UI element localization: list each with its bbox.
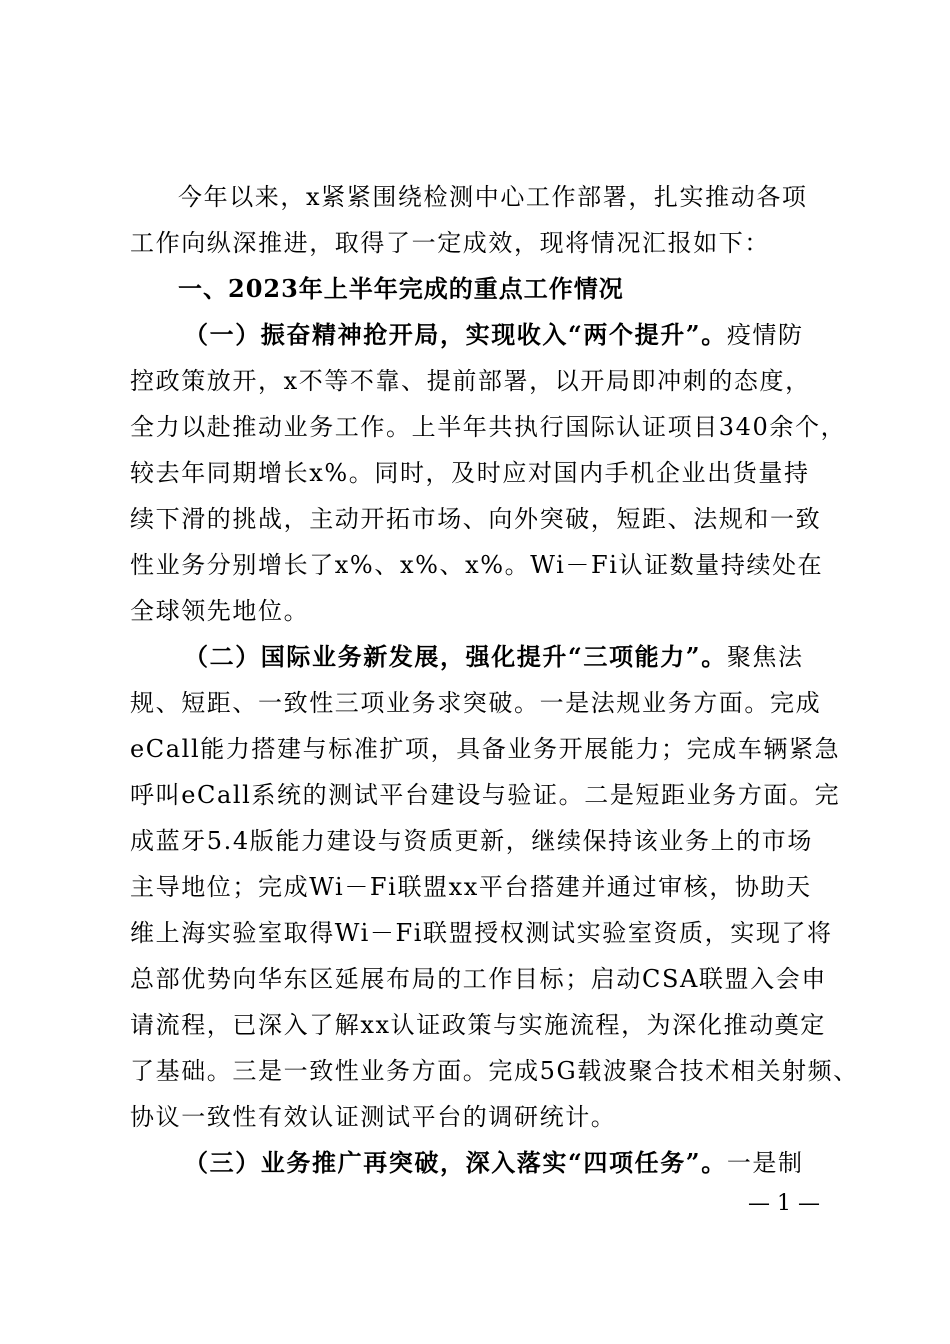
- subsection-heading-2: （二）国际业务新发展，强化提升“三项能力”。: [184, 642, 727, 671]
- paragraph-2-line-8: 总部优势向华东区延展布局的工作目标；启动CSA联盟入会申: [130, 965, 827, 993]
- subsection-heading-3: （三）业务推广再突破，深入落实“四项任务”。: [184, 1148, 727, 1177]
- paragraph-1-line-7: 全球领先地位。: [130, 597, 310, 625]
- paragraph-1-line-5: 续下滑的挑战，主动开拓市场、向外突破，短距、法规和一致: [130, 505, 822, 533]
- paragraph-1-line-1: [184, 320, 804, 350]
- paragraph-1-line-3: 全力以赴推动业务工作。上半年共执行国际认证项目340余个，: [130, 413, 847, 441]
- page-number: — 1 —: [748, 1191, 820, 1216]
- paragraph-3-line-1: [184, 1148, 804, 1178]
- paragraph-2-line-1: [184, 642, 804, 672]
- paragraph-1-line-1-text: 疫情防: [726, 321, 804, 349]
- paragraph-2-line-1-text: 聚焦法: [726, 643, 804, 671]
- paragraph-1-line-6: 性业务分别增长了x%、x%、x%。Wi－Fi认证数量持续处在: [130, 551, 824, 579]
- paragraph-intro-line-1: 今年以来，x紧紧围绕检测中心工作部署，扎实推动各项: [178, 183, 808, 211]
- paragraph-1-line-2: 控政策放开，x不等不靠、提前部署，以开局即冲刺的态度，: [130, 367, 811, 395]
- paragraph-2-line-10: 了基础。三是一致性业务方面。完成5G载波聚合技术相关射频、: [130, 1057, 859, 1085]
- paragraph-2-line-6: 主导地位；完成Wi－Fi联盟xx平台搭建并通过审核，协助天: [130, 873, 812, 901]
- paragraph-2-line-5: 成蓝牙5.4版能力建设与资质更新，继续保持该业务上的市场: [130, 827, 813, 855]
- paragraph-3-line-1-text: 一是制: [726, 1149, 804, 1177]
- section-heading-1: 一、2023年上半年完成的重点工作情况: [178, 274, 624, 303]
- paragraph-2-line-11: 协议一致性有效认证测试平台的调研统计。: [130, 1103, 617, 1131]
- paragraph-2-line-4: 呼叫eCall系统的测试平台建设与验证。二是短距业务方面。完: [130, 781, 841, 809]
- paragraph-1-line-4: 较去年同期增长x%。同时，及时应对国内手机企业出货量持: [130, 459, 810, 487]
- paragraph-2-line-9: 请流程，已深入了解xx认证政策与实施流程，为深化推动奠定: [130, 1011, 826, 1039]
- paragraph-2-line-2: 规、短距、一致性三项业务求突破。一是法规业务方面。完成: [130, 689, 822, 717]
- paragraph-2-line-3: eCall能力搭建与标准扩项，具备业务开展能力；完成车辆紧急: [130, 735, 841, 763]
- subsection-heading-1: （一）振奋精神抢开局，实现收入“两个提升”。: [184, 320, 727, 349]
- paragraph-2-line-7: 维上海实验室取得Wi－Fi联盟授权测试实验室资质，实现了将: [130, 919, 833, 947]
- paragraph-intro-line-2: 工作向纵深推进，取得了一定成效，现将情况汇报如下：: [130, 229, 770, 257]
